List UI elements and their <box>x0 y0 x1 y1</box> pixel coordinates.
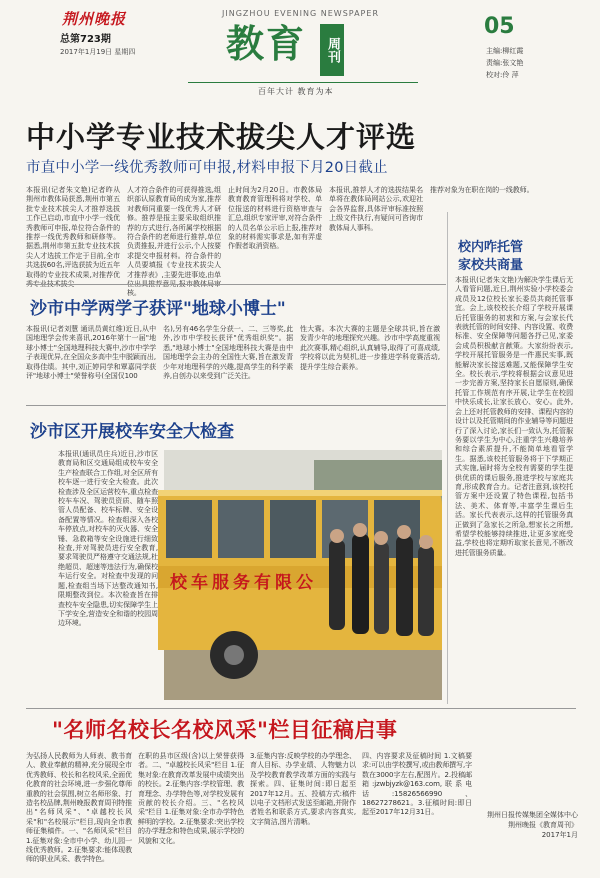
copy-editor-credit: 责编:张文艳 <box>486 59 524 67</box>
editor-credit: 主编:柳红霞 <box>486 47 524 55</box>
call-text-col4: 四、内容要求及征稿时间 1.文稿要求:可以由学校撰写,或由教师撰写,字数在3000字左右,配图片。2.投稿邮箱:jzwbjyzk@163.com,联系电话:15826566990、18627278621。3.征稿时间:即日起至2017年12月31日。 <box>362 752 473 817</box>
lead-text-col5: 推荐对象为在职在岗的一线教师。 <box>430 186 534 194</box>
section-divider-1 <box>26 284 446 285</box>
section-title: 教育 <box>226 21 307 66</box>
bus-side-text: 校车服务有限公 <box>170 573 317 593</box>
section-divider-2 <box>26 405 446 406</box>
call-headline: "名师名校长名校风采"栏目征稿启事 <box>52 718 398 742</box>
call-text-col2: 在职的县市区级(含)以上荣誉获得者。二、"卓越校长风采"栏目 1.征集对象:在教育改革发展中成绩突出的校长。2.征集内容:学校管理、教育理念、办学特色等,对学校发展有贡献的校长介绍。三、"名校风采"栏目 1.征集对象:全市办学特色鲜明的学校。2.征集要求:突出学校的办学理念和特色成果,展示学校的风貌和文化。 <box>138 752 244 845</box>
section-suffix: 周刊 <box>325 37 340 63</box>
lead-text-col3: 止时间为2月20日。市教体局教育教育管理科将对学校、单位报送的材料进行资格审查与汇总,组织专家评审,对符合条件的人员名单公示后上报,推荐对象的材料需实事求是,如有弄虚作假者取消资格。 <box>228 186 322 251</box>
signature-line2: 荆州晚报《教育周刊》 <box>508 821 578 829</box>
signature-line1: 荆州日报传媒集团全媒体中心 <box>487 811 578 819</box>
article2-text-col1: 本报讯(记者刘慧 通讯员黄红维)近日,从中国地理学会传来喜讯,2016年第十一届"地球小博士"全国地理科技大赛中,沙市中学学子表现优异,在全国众多高中生中脱颖而出,取得佳绩。其中,刘正婷同学和覃嘉同学获评"地球小博士"荣誉称号(全国仅100 <box>26 325 156 381</box>
english-paper-name: JINGZHOU EVENING NEWSPAPER <box>222 9 379 18</box>
sidebar-divider <box>447 212 448 704</box>
signature-line3: 2017年1月 <box>541 831 578 839</box>
proofreader-credit: 校对:伶 萍 <box>486 71 519 79</box>
article3-text: 本报讯(通讯员庄兵)近日,沙市区教育局和区交通局组成校车安全生产检查联合工作组,对全区所有校车逐一进行安全大检查。此次检查涉及全区运营校车,重点检查校车车况、驾驶员资质、随车照管人员配备、校车标牌、安全设备配置等情况。检查组深入各校车停放点,对校车的灭火器、安全锤、急救箱等安全设施进行细致检查,并对驾驶员进行安全教育,要求驾驶员严格遵守交通法规,杜绝超员、超速等违法行为,确保校车运行安全。对检查中发现的问题,检查组当场下达整改通知书,限期整改到位。本次检查旨在排查校车安全隐患,切实保障学生上下学安全,营造安全和谐的校园周边环境。 <box>58 450 158 628</box>
paper-name-logo: 荆州晚报 <box>62 10 127 28</box>
motto: 百年大计 教育为本 <box>258 87 334 96</box>
lead-text-col1: 本报讯(记者朱文艳)记者昨从荆州市教体局获悉,荆州市第五批专业技术拔尖人才推荐选拔工作已启动,市直中小学一线优秀教师可申报,单位符合条件的推荐一线优秀教师和研修等。据悉,荆州市第五批专业技术拔尖人才选拔工作定于目前,全市共选拔60名,评选获拔为近五年取得的专业技术成果,对推荐优 <box>26 186 120 279</box>
lead-subhead: 市直中小学一线优秀教师可申报,材料申报下月20日截止 <box>26 160 388 176</box>
sidebar-title-line2: 家校共商量 <box>458 258 524 273</box>
lead-headline: 中小学专业技术拔尖人才评选 <box>26 120 417 154</box>
article2-text-col3: 性大赛。本次大赛的主题是全球共识,旨在激发青少年的地理探究兴趣。沙市中学高度重视此次赛事,精心组织,认真辅导,取得了可喜成绩,学校将以此为契机,进一步推进学科竞赛活动,提升学生综合素养。 <box>300 325 440 371</box>
article2-text-col2: 名),另有46名学生分获一、二、三等奖,此外,沙市中学校长获评"优秀组织奖"。据悉,"地球小博士"全国地理科技大赛是由中国地理学会主办的全国性大赛,旨在激发青少年对地理科学的兴趣,提高学生的科学素养,自创办以来受到广泛关注。 <box>163 325 293 381</box>
motto-bar <box>188 82 418 96</box>
section-divider-3 <box>26 708 576 709</box>
lead-text-col4: 本报讯,推荐人才的选拔结果名单将在教体局网站公示,欢迎社会各界监督,具体评审标准按照上级文件执行,有疑问可咨询市教体局人事科。 <box>329 186 423 232</box>
article3-headline: 沙市区开展校车安全大检查 <box>30 422 234 442</box>
call-text-col3: 3.征集内容:反映学校的办学理念、育人目标、办学业绩、人物魅力以及学校教育教学改革方面的实践与探索。四、征集时间:即日起至2017年12月。五、投稿方式:稿件以电子文档形式发送至邮箱,并附作者姓名和联系方式,要求内容真实,文字简洁,图片清晰。 <box>250 752 356 826</box>
page-number: 05 <box>484 14 515 39</box>
lead-text-col2: 人才符合条件的可获得推选,组织部认原教育局的成为家,推荐对教师同重要一线优秀人才研修。推荐是报主要采取组织推荐的方式进行,各所属学校根据符合条件的老师进行推荐,单位负责推报,并进行公示,个人按要求提交申报材料。符合条件的人员要填报《专业技术拔尖人才推荐表》,主要先进事迹,由单 核。 <box>127 186 221 298</box>
school-bus-photo <box>164 450 442 700</box>
call-text-col1: 为弘扬人民教师为人师表、教书育人、教业奉献的精神,充分展现全市优秀教师、校长和名校风采,全面优化教育的社会环境,进一步强化尊师重教的社会氛围,树立名师形象、打造名校品牌,荆州晚报教育周刊特推出"名师风采"、"卓越校长风采"和"名校展示"栏目,现向全市教师征集稿件。一、"名师风采"栏目 1.征集对象:全市中小学、幼儿园一线优秀教师。2.征集要求:能体现教师的职业风采、教学特色。 <box>26 752 132 864</box>
issue-date: 2017年1月19日 星期四 <box>60 48 136 56</box>
article2-headline: 沙市中学两学子获评"地球小博士" <box>30 299 286 319</box>
sidebar-title-line1: 校内咋托管 <box>458 240 524 255</box>
issue-total: 总第723期 <box>60 34 111 45</box>
section-suffix-box <box>320 24 344 76</box>
sidebar-text: 本报讯(记者朱文艳)为解决学生课后无人看管问题,近日,荆州实验小学校委会成员及12位校长家长委员共商托管事宜。会上,该校校长介绍了学校开展课后托管服务的初衷和方案,与会家长代表就托管的时间安排、内容设置、收费标准、安全保障等问题各抒己见,家委会成员积极献言献策。大家纷纷表示,学校开展托管服务是一件惠民实事,既能解决家长接送难题,又能保障学生安全。校长表示,学校将根据会议意见进一步完善方案,坚持家长自愿原则,确保托管工作规范有序开展,让学生在校园中快乐成长,让家长放心、安心。此外,会上还对托管教师的安排、课程内容的设计以及托管期间的作业辅导等问题进行了深入讨论,家长们一致认为,托管服务要以学生为中心,注重学生兴趣培养和综合素质提升,不能简单地看管学生。据悉,该校托管服务将于下学期正式实施,届时将为全校有需要的学生提供优质的课后服务,推进学校与家庭共育,形成教育合力。记者注意到,该校托管方案中还设置了特色课程,包括书法、美术、体育等,丰富学生课后生活。家长代表表示,这样的托管服务真正做到了急家长之所急,想家长之所想,希望学校能够持续推进,让更多家庭受益,学校也将定期听取家长意见,不断改进托管服务质量。 <box>455 276 573 557</box>
call-signature <box>478 810 578 840</box>
